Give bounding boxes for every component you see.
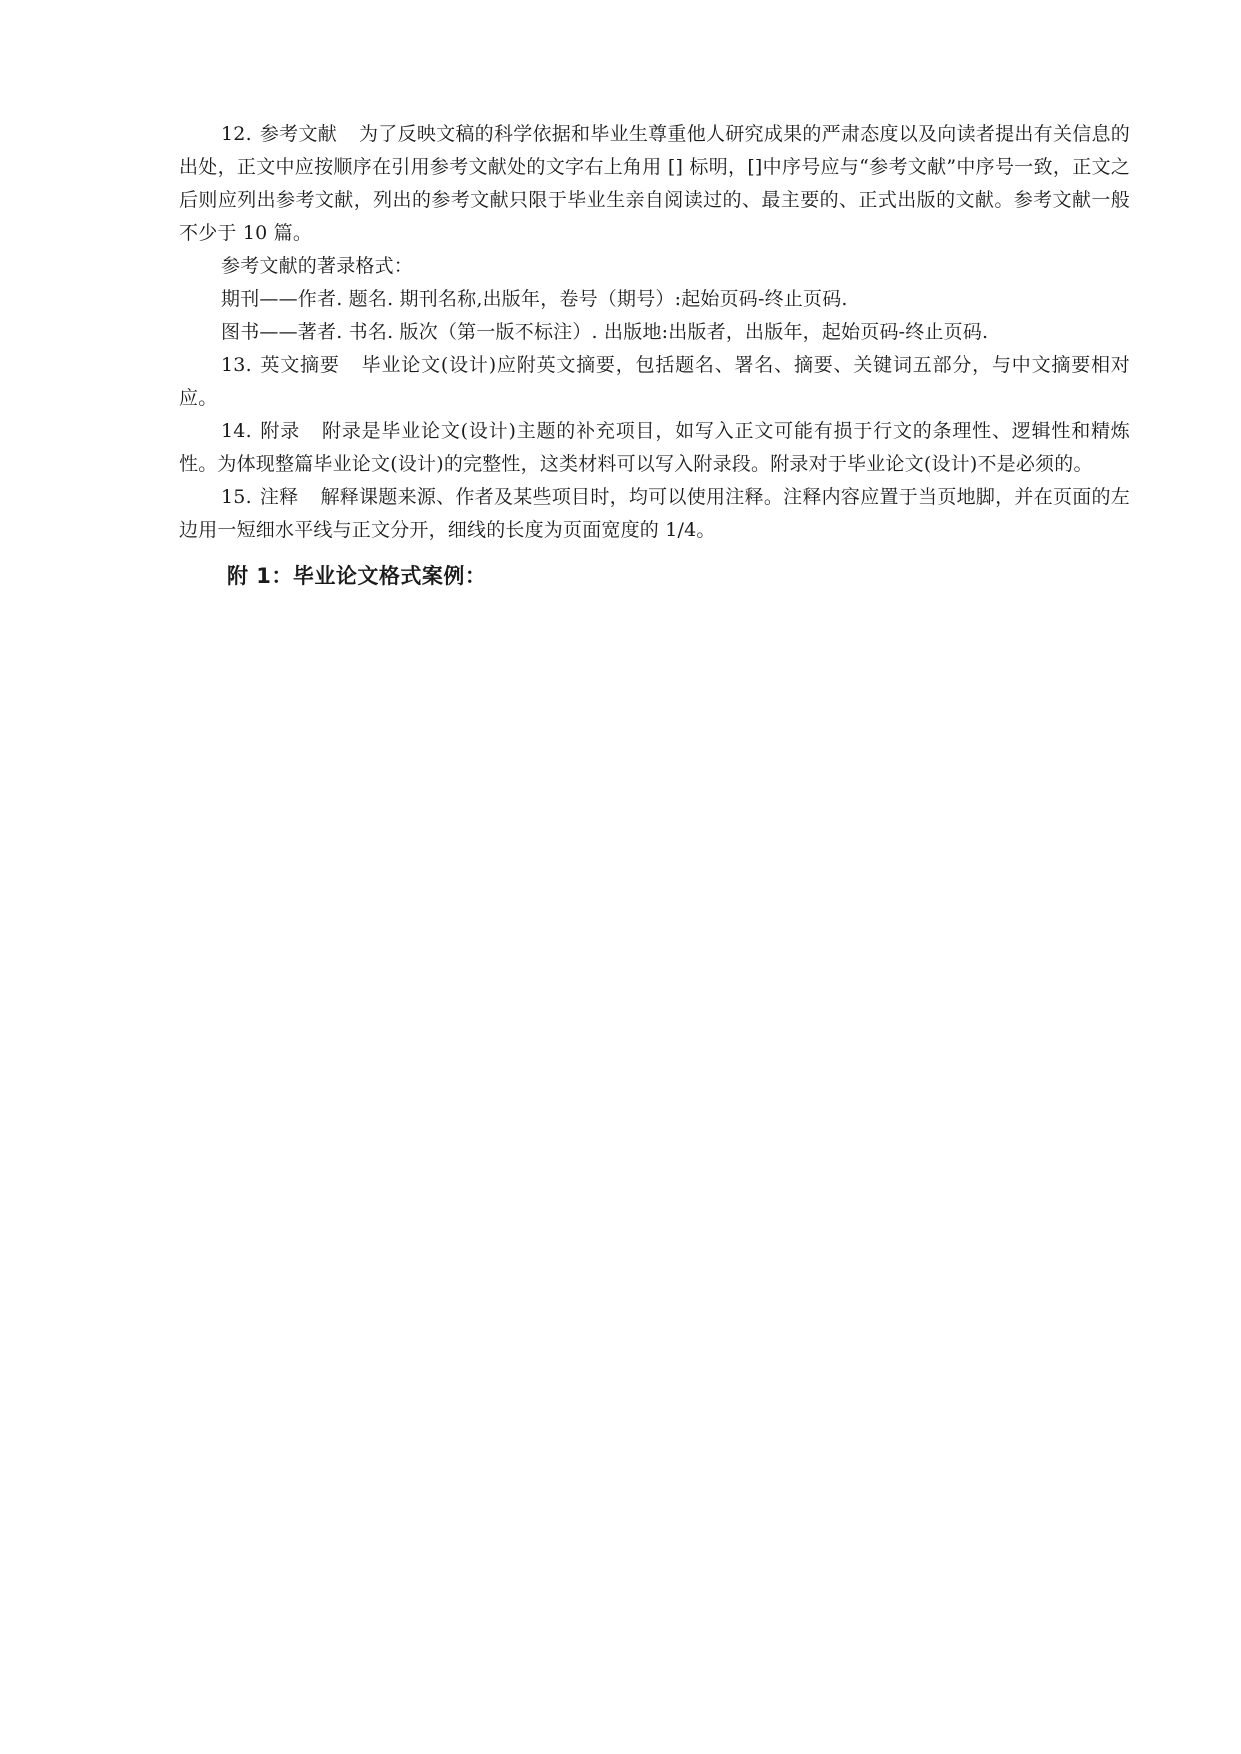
section-14-paragraph bbox=[179, 415, 1130, 481]
section-12-paragraph bbox=[179, 118, 1130, 250]
section-13-paragraph bbox=[179, 349, 1130, 415]
section-body: 为了反映文稿的科学依据和毕业生尊重他人研究成果的严肃态度以及向读者提出有关信息的出处，正文中应按顺序在引用参考文献处的文字右上角用 [] 标明，[]中序号应与“参考文献”中序号一致，正文之后则应列出参考文献，列出的参考文献只限于毕业生亲自阅读过的、最主要的、正式出版的文献。参考文献一般不少于 10 篇。 bbox=[179, 123, 1130, 244]
section-body: 附录是毕业论文(设计)主题的补充项目，如写入正文可能有损于行文的条理性、逻辑性和精炼性。为体现整篇毕业论文(设计)的完整性，这类材料可以写入附录段。附录对于毕业论文(设计)不是必须的。 bbox=[179, 420, 1130, 475]
appendix-heading: 附 1：毕业论文格式案例： bbox=[227, 564, 487, 588]
section-number: 12. bbox=[221, 123, 252, 145]
section-heading: 附录 bbox=[259, 420, 301, 442]
section-number: 14. bbox=[221, 420, 252, 442]
section-15-paragraph bbox=[179, 481, 1130, 547]
document-page bbox=[179, 118, 1130, 591]
section-heading: 注释 bbox=[259, 486, 299, 508]
section-number: 13. bbox=[221, 354, 252, 376]
section-body: 解释课题来源、作者及某些项目时，均可以使用注释。注释内容应置于当页地脚，并在页面的左边用一短细水平线与正文分开，细线的长度为页面宽度的 1/4。 bbox=[179, 486, 1131, 541]
reference-format-book: 图书——著者. 书名. 版次（第一版不标注）. 出版地:出版者，出版年，起始页码-终止页码. bbox=[221, 321, 989, 343]
reference-format-journal: 期刊——作者. 题名. 期刊名称,出版年，卷号（期号）:起始页码-终止页码. bbox=[221, 288, 848, 310]
section-number: 15. bbox=[221, 486, 252, 508]
section-heading: 参考文献 bbox=[259, 123, 338, 145]
section-heading: 英文摘要 bbox=[259, 354, 340, 376]
reference-format-title: 参考文献的著录格式： bbox=[221, 255, 414, 277]
section-body: 毕业论文(设计)应附英文摘要，包括题名、署名、摘要、关键词五部分，与中文摘要相对应。 bbox=[179, 354, 1130, 409]
